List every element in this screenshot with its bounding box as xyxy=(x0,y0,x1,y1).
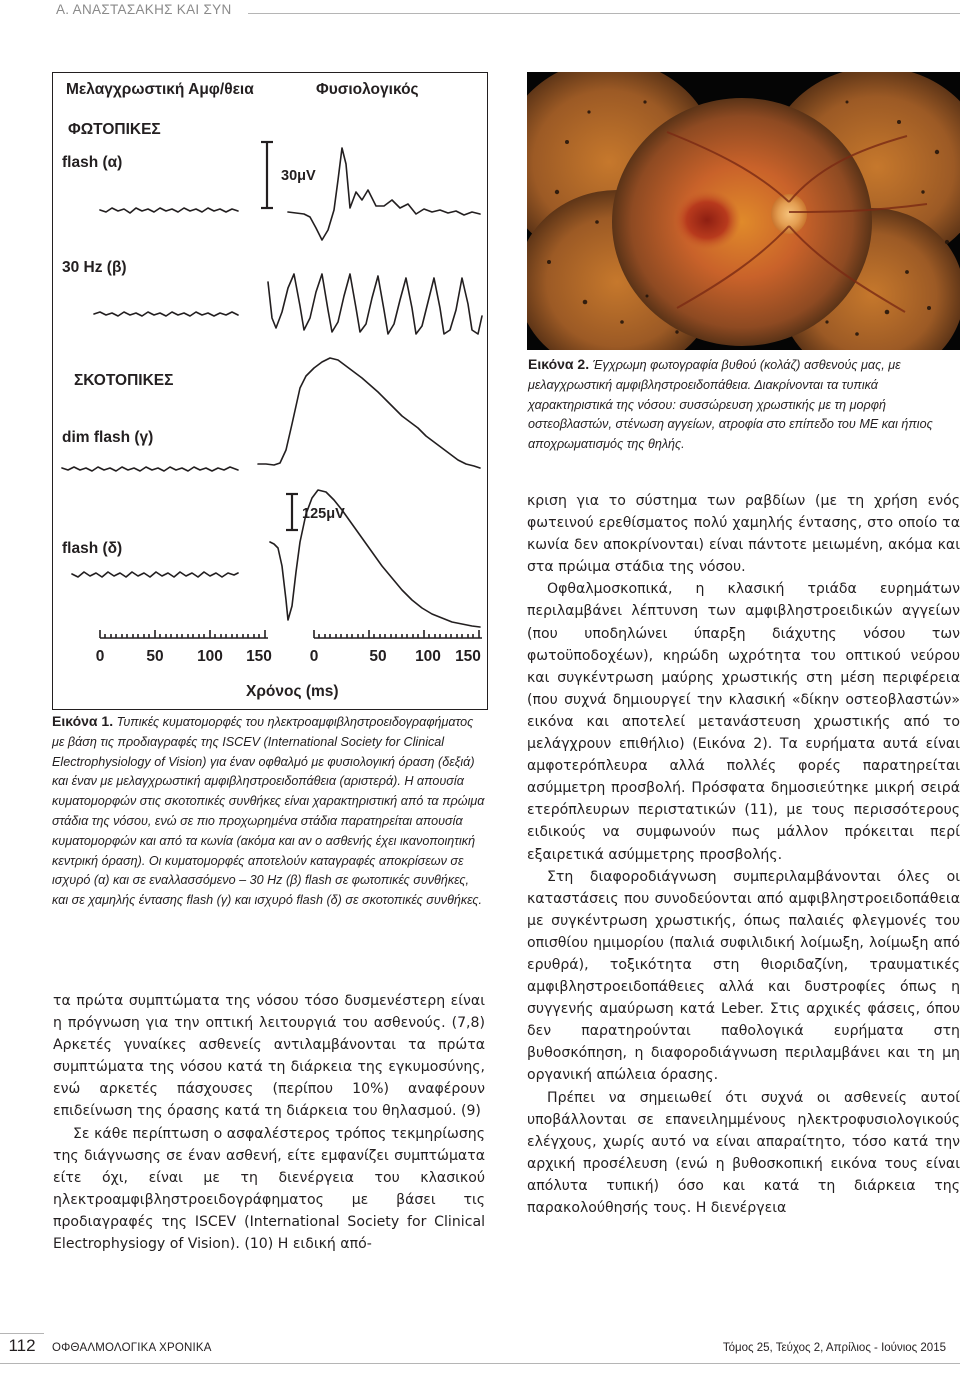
tick-right-150: 150 xyxy=(455,648,481,665)
label-scotopic: ΣΚΟΤΟΠΙΚΕΣ xyxy=(74,372,174,389)
tick-left-100: 100 xyxy=(197,648,223,665)
running-header-authors: Α. ΑΝΑΣΤΑΣΑΚΗΣ ΚΑΙ ΣΥΝ xyxy=(56,2,232,17)
label-30hz-b: 30 Hz (β) xyxy=(62,259,127,276)
fundus-tile-center xyxy=(612,98,872,346)
right-paragraph-3: Στη διαφοροδιάγνωση συμπεριλαμβάνονται όλες οι καταστάσεις που συνοδεύονται από αμφιβληστροειδοπάθεια με συγκέντρωση χρωστικής, όπως παλαιές φλεγμονές του οπισθίου ημιμορίου (παλιά συφιλιδική λοίμωξη, λοίμωξη από ερυθρά), τοξικότητα στη θιοριδαζίνη, τραυματικές αμφιβληστροειδοπάθειες αλλά και δυστροφίες όπως η συγγενής αμαύρωση κατά Leber. Στις αρχικές φάσεις, όπου δεν παρατηρούνται παθολογικά ευρήματα στη βυθοσκόπηση, η διαφοροδιάγνωση περιλαμβάνει και τη μη οργανική απώλεια όρασης. xyxy=(527,868,960,1084)
body-column-left xyxy=(53,990,485,1255)
header-rule xyxy=(248,13,960,14)
page-number: 112 xyxy=(8,1336,36,1355)
label-photopic: ΦΩΤΟΠΙΚΕΣ xyxy=(68,121,161,138)
figure-2-label: Εικόνα 2. xyxy=(528,356,590,372)
fundus-macula xyxy=(673,190,741,250)
fundus-optic-disc xyxy=(771,194,807,234)
footer-rule xyxy=(0,1363,960,1364)
right-paragraph-4: Πρέπει να σημειωθεί ότι συχνά οι ασθενείς αυτοί υποβάλλονται σε επανειλημμένους ηλεκτροφυσιολογικούς ελέγχους, χωρίς αυτό να είναι απαραίτητο, τόσο κατά την αρχική προσέλευση (ενώ η βυθοσκοπική εικόνα τους είναι απόλυτα τυπική) όσο και κατά τη διάρκεια της παρακολούθησής τους. Η διενέργεια xyxy=(527,1089,960,1216)
tick-left-150: 150 xyxy=(246,648,272,665)
figure-1-erg xyxy=(52,72,488,710)
label-left-title: Μελαγχρωστική Αμφ/θεια xyxy=(66,81,254,98)
left-paragraph-2: Σε κάθε περίπτωση ο ασφαλέστερος τρόπος τεκμηρίωσης της διάγνωσης σε έναν ασθενή, είτε εμφανίζει συμπτώματα είτε όχι, είναι με τη διενέργεια του κλασικού ηλεκτροαμφιβληστροειδογράφηματος με βάσει τις προδιαγραφές της ISCEV (International Society for Clinical Electrophysiogy of Vision). (10) Η ειδική από- xyxy=(53,1125,485,1253)
label-flash-a: flash (α) xyxy=(62,154,123,171)
figure-2-fundus-collage xyxy=(527,72,960,350)
label-time-axis: Χρόνος (ms) xyxy=(246,683,339,700)
tick-right-50: 50 xyxy=(369,648,387,665)
figure-1-caption xyxy=(52,712,488,911)
figure-1-caption-text: Τυπικές κυματομορφές του ηλεκτροαμφιβληστροειδογραφήματος με βάση τις προδιαγραφές της ISCEV (International Society for Clinical Electrophysiology of Vision) για έναν οφθαλμό με φυσιολογική όραση (δεξιά) και έναν με μελαγχρωστική αμφιβληστροειδοπάθεια (αριστερά). Η απουσία κυματομορφών στις σκοτοπικές συνθήκες είναι χαρακτηριστική από τα πρώιμα στάδια της νόσου, ενώ σε πιο προχωρημένα στάδια παρατηρείται απουσία κυματομορφών και από τα κωνία (ακόμα και αν ο ασθενής έχει ικανοποιητική κεντρική όραση). Οι κυματομορφές αποτελούν καταγραφές αποκρίσεων σε ισχυρό (α) και σε εναλλασσόμενο – 30 Hz (β) flash σε φωτοπικές συνθήκες, και σε χαμηλής έντασης flash (γ) και ισχυρό flash (δ) σε σκοτοπικές συνθήκες. xyxy=(52,715,485,908)
label-right-title: Φυσιολογικός xyxy=(316,81,419,98)
label-dim-flash-g: dim flash (γ) xyxy=(62,429,154,446)
tick-right-0: 0 xyxy=(309,648,319,665)
figure-2-caption-text: Έγχρωμη φωτογραφία βυθού (κολάζ) ασθενούς μας, με μελαγχρωστική αμφιβληστροειδοπάθεια. Διακρίνονται τα τυπικά χαρακτηριστικά της νόσου: συσσώρευση χρωστικής με τη μορφή οστεοβλαστών, στένωση αγγείων, ατροφία στο επίπεδο του ΜΕ και ήπιος αποχρωματισμός της θηλής. xyxy=(528,358,933,452)
tick-left-50: 50 xyxy=(146,648,164,665)
label-scale-125uv: 125μV xyxy=(302,506,345,522)
tick-right-100: 100 xyxy=(415,648,441,665)
footer-page-rule xyxy=(0,1333,44,1334)
right-paragraph-2: Οφθαλμοσκοπικά, η κλασική τριάδα ευρημάτων περιλαμβάνει λέπτυνση των αμφιβληστροειδικών αγγείων (που υποδηλώνει ύπαρξη διάχυτης νόσου των φωτοϋποδοχέων), κηρώδη ωχρότητα του οπτικού νεύρου και συγκέντρωση μαύρης χρωστικής στη μέση περιφέρεια (που συχνά δημιουργεί την κλασική «δίκην οστεοβλαστών» εικόνα και αποτελεί μετανάστευση χρωστικής από το μελάγχρουν επιθήλιο) (Εικόνα 2). Τα ευρήματα αυτά είναι αμφοτερόπλευρα αλλά πολλές φορές παρατηρείται ασύμμετρη προσβολή. Πρόσφατα δημοσιεύτηκε μικρή σειρά ετερόπλευρων περιστατικών (11), με τους περισσότερους ειδικούς να συμφωνούν πως μάλλον πρόκειται περί εξαιρετικά ασύμμετρης προσβολής. xyxy=(527,581,960,863)
body-column-right xyxy=(527,490,960,1219)
left-paragraph-1: τα πρώτα συμπτώματα της νόσου τόσο δυσμενέστερη είναι η πρόγνωση για την οπτική λειτουργιά του ασθενούς. (7,8) Αρκετές γυναίκες ασθενείς αντιλαμβάνονται τα πρώτα συμπτώματα της νόσου κατά τη διάρκεια της εγκυμοσύνης, ενώ αρκετές πάσχουσες (περίπου 10%) αναφέρουν επιδείνωση της όρασης κατά τη διάρκεια του θηλασμού. (9) xyxy=(53,993,485,1120)
tick-left-0: 0 xyxy=(95,648,105,665)
journal-name: ΟΦΘΑΛΜΟΛΟΓΙΚΑ ΧΡΟΝΙΚΑ xyxy=(52,1342,212,1354)
right-paragraph-1: κριση για το σύστημα των ραβδίων (με τη χρήση ενός φωτεινού ερεθίσματος πολύ χαμηλής έντασης, στο οποίο τα κωνία δεν αποκρίνονται) είναι πάντοτε μειωμένη, ακόμα και στα πρώιμα στάδια της νόσου. xyxy=(527,493,960,576)
figure-1-label: Εικόνα 1. xyxy=(52,713,114,729)
label-scale-30uv: 30μV xyxy=(281,168,316,184)
figure-2-caption xyxy=(528,355,960,455)
label-flash-d: flash (δ) xyxy=(62,540,123,557)
issue-info: Τόμος 25, Τεύχος 2, Απρίλιος - Ιούνιος 2015 xyxy=(722,1342,946,1354)
